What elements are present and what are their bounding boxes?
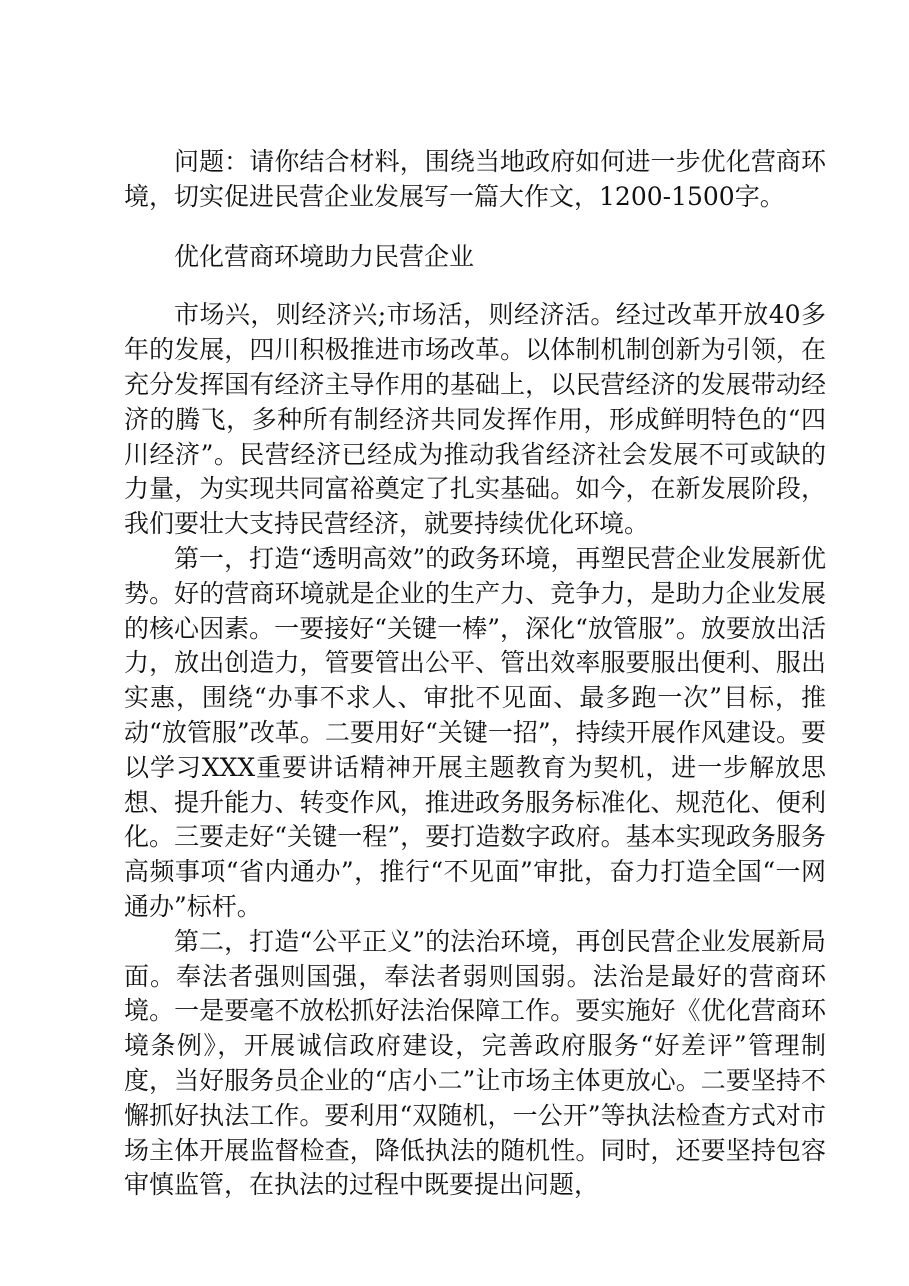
spacer (124, 274, 826, 298)
body-paragraph-first: 第一，打造“透明高效”的政务环境，再塑民营企业发展新优势。好的营商环境就是企业的生产力、竞争力，是助力企业发展的核心因素。一要接好“关键一棒”，深化“放管服”。放要放出活力，放出创造力，管要管出公平、管出效率服要服出便利、服出实惠，围绕“办事不求人、审批不见面、最多跑一次”目标，推动“放管服”改革。二要用好“关键一招”，持续开展作风建设。要以学习XXX重要讲话精神开展主题教育为契机，进一步解放思想、提升能力、转变作风，推进政务服务标准化、规范化、便利化。三要走好“关键一程”，要打造数字政府。基本实现政务服务高频事项“省内通办”，推行“不见面”审批，奋力打造全国“一网通办”标杆。 (124, 543, 826, 921)
spacer (124, 215, 826, 240)
body-paragraph-intro: 市场兴，则经济兴;市场活，则经济活。经过改革开放40多年的发展，四川积极推进市场改革。以体制机制创新为引领，在充分发挥国有经济主导作用的基础上，以民营经济的发展带动经济的腾飞，多种所有制经济共同发挥作用，形成鲜明特色的“四川经济”。民营经济已经成为推动我省经济社会发展不可或缺的力量，为实现共同富裕奠定了扎实基础。如今，在新发展阶段，我们要壮大支持民营经济，就要持续优化环境。 (124, 300, 826, 539)
body-paragraph-second: 第二，打造“公平正义”的法治环境，再创民营企业发展新局面。奉法者强则国强，奉法者弱则国弱。法治是最好的营商环境。一是要毫不放松抓好法治保障工作。要实施好《优化营商环境条例》，开展诚信政府建设，完善政府服务“好差评”管理制度，当好服务员企业的“店小二”让市场主体更放心。二要坚持不懈抓好执法工作。要利用“双随机，一公开”等执法检查方式对市场主体开展监督检查，降低执法的随机性。同时，还要坚持包容审慎监管，在执法的过程中既要提出问题， (124, 926, 826, 1200)
document-page (124, 145, 826, 1203)
essay-title: 优化营商环境助力民营企业 (174, 241, 475, 271)
question-paragraph: 问题：请你结合材料，围绕当地政府如何进一步优化营商环境，切实促进民营企业发展写一篇大作文，1200-1500字。 (124, 147, 826, 211)
